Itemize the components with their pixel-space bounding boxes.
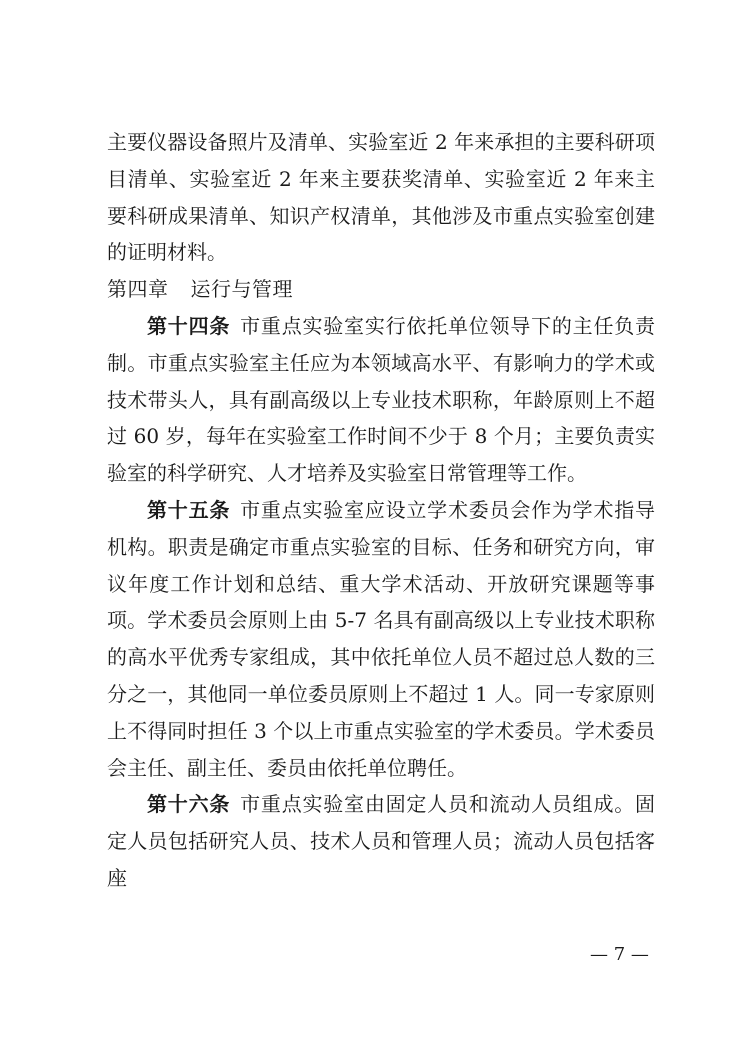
article-text: 市重点实验室实行依托单位领导下的主任负责制。市重点实验室主任应为本领域高水平、有影响力的学术或技术带头人，具有副高级以上专业技术职称，年龄原则上不超过 60 岁，每年在实验室工作时间不少于 8 个月；主要负责实验室的科学研究、人才培养及实验室日常管理等工作。 — [107, 313, 656, 486]
document-body — [107, 124, 655, 897]
article-label: 第十四条 — [147, 313, 231, 338]
continuation-paragraph — [107, 124, 655, 271]
article-15 — [107, 492, 655, 786]
article-text: 市重点实验室应设立学术委员会作为学术指导机构。职责是确定市重点实验室的目标、任务和研究方向，审议年度工作计划和总结、重大学术活动、开放研究课题等事项。学术委员会原则上由 5-7 名具有副高级以上专业技术职称的高水平优秀专家组成，其中依托单位人员不超过总人数的三分之一，其他同一单位委员原则上不超过 1 人。同一专家原则上不得同时担任 3 个以上市重点实验室的学术委员。学术委员会主任、副主任、委员由依托单位聘任。 — [107, 497, 656, 780]
article-text: 市重点实验室由固定人员和流动人员组成。固定人员包括研究人员、技术人员和管理人员；流动人员包括客座 — [107, 792, 656, 890]
chapter-heading — [107, 271, 655, 308]
article-label: 第十五条 — [147, 497, 231, 522]
continuation-text: 主要仪器设备照片及清单、实验室近 2 年来承担的主要科研项目清单、实验室近 2 年来主要获奖清单、实验室近 2 年来主要科研成果清单、知识产权清单，其他涉及市重点实验室创建的证明材料。 — [107, 130, 655, 265]
chapter-title: 运行与管理 — [190, 277, 293, 302]
article-16 — [107, 786, 655, 896]
article-label: 第十六条 — [147, 792, 231, 817]
chapter-number: 第四章 — [107, 277, 169, 302]
article-14 — [107, 308, 655, 492]
page-number: — 7 — — [590, 944, 649, 965]
